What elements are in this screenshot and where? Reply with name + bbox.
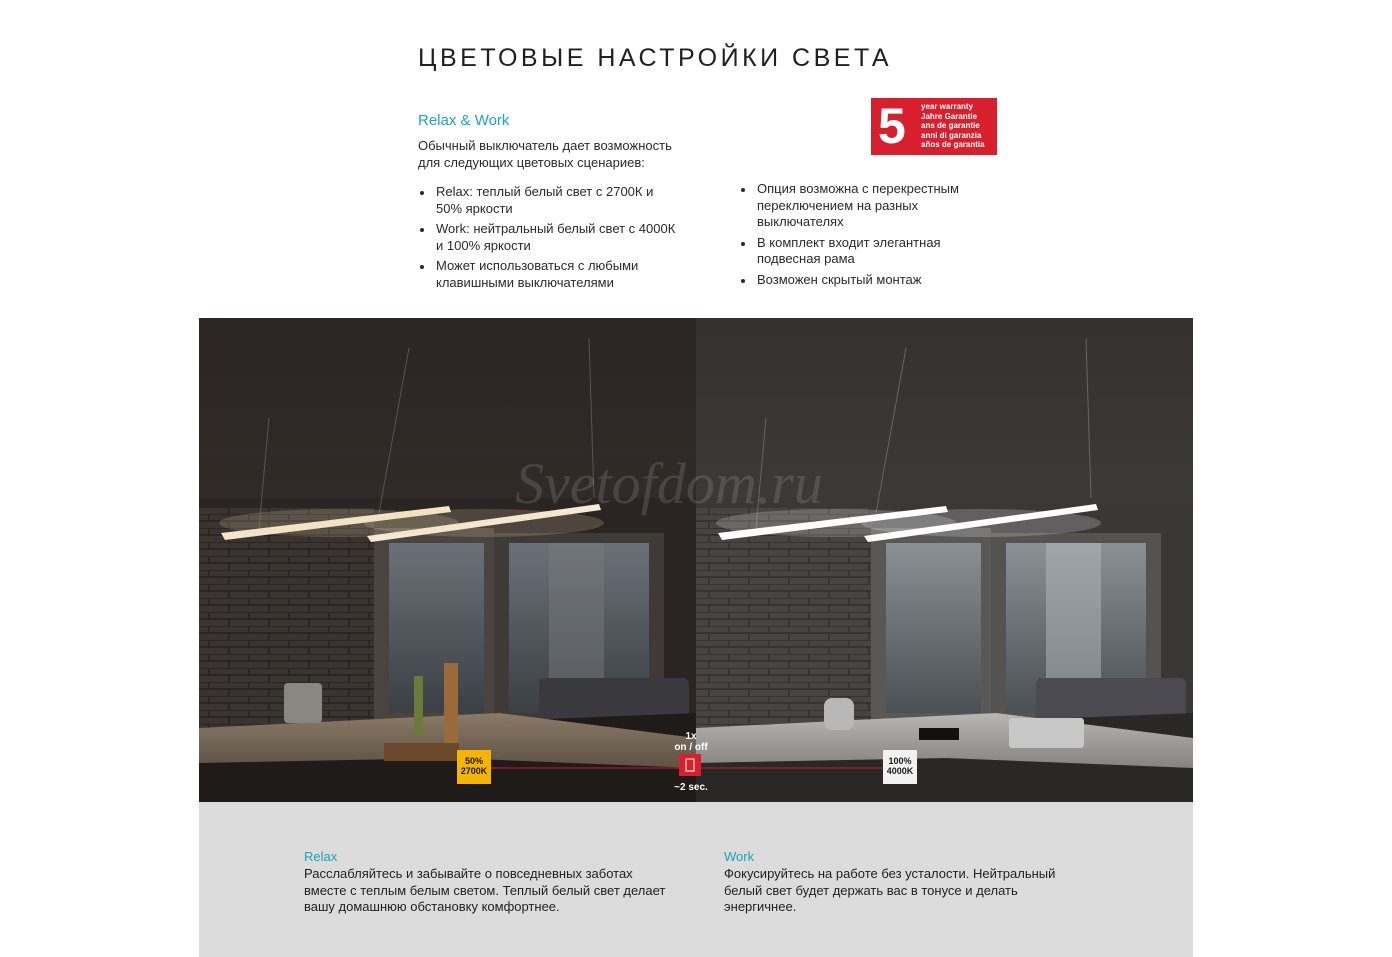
relax-heading: Relax [304,849,338,864]
warranty-years: 5 [878,98,906,154]
feature-list-left [418,184,680,295]
kitchen-comparison-photo [199,318,1193,802]
intro-text: Обычный выключатель дает возможность для следующих цветовых сценариев: [418,138,672,170]
warranty-text: year warranty Jahre Garantie ans de garantie anni di garanzia años de garantía [921,102,985,150]
feature-item: Возможен скрытый монтаж [739,272,979,289]
relax-level-badge [457,750,491,784]
feature-item: Relax: теплый белый свет с 2700К и 50% яркости [418,184,680,217]
relax-description: Расслабляйтесь и забывайте о повседневных заботах вместе с теплым белым светом. Теплый белый свет делает вашу домашнюю обстановку комфортнее. [304,866,666,914]
svg-text:2700K: 2700K [460,766,488,776]
svg-text:100%: 100% [888,756,912,766]
feature-list-right [739,181,979,292]
warranty-badge [871,98,997,155]
work-scene [696,318,1193,802]
photo-watermark: Svetofdom.ru [515,451,823,516]
feature-item: Может использоваться с любыми клавишными выключателями [418,258,680,291]
scenario-descriptions [199,802,1193,957]
svg-text:1x: 1x [685,731,697,742]
feature-item: Work: нейтральный белый свет с 4000К и 100% яркости [418,221,680,254]
page-title: ЦВЕТОВЫЕ НАСТРОЙКИ СВЕТА [418,44,893,72]
feature-item: В комплект входит элегантная подвесная рама [739,235,979,268]
relax-scene [199,318,696,802]
svg-text:~2 sec.: ~2 sec. [674,782,708,793]
work-level-badge [883,750,917,784]
work-heading: Work [724,849,755,864]
svg-text:on / off: on / off [674,742,708,753]
svg-text:4000K: 4000K [886,766,914,776]
svg-text:50%: 50% [464,756,484,766]
section-subheading: Relax & Work [418,112,510,129]
work-description: Фокусируйтесь на работе без усталости. Нейтральный белый свет будет держать вас в тонусе и делать энергичнее. [724,866,1056,914]
feature-item: Опция возможна с перекрестным переключением на разных выключателях [739,181,979,231]
